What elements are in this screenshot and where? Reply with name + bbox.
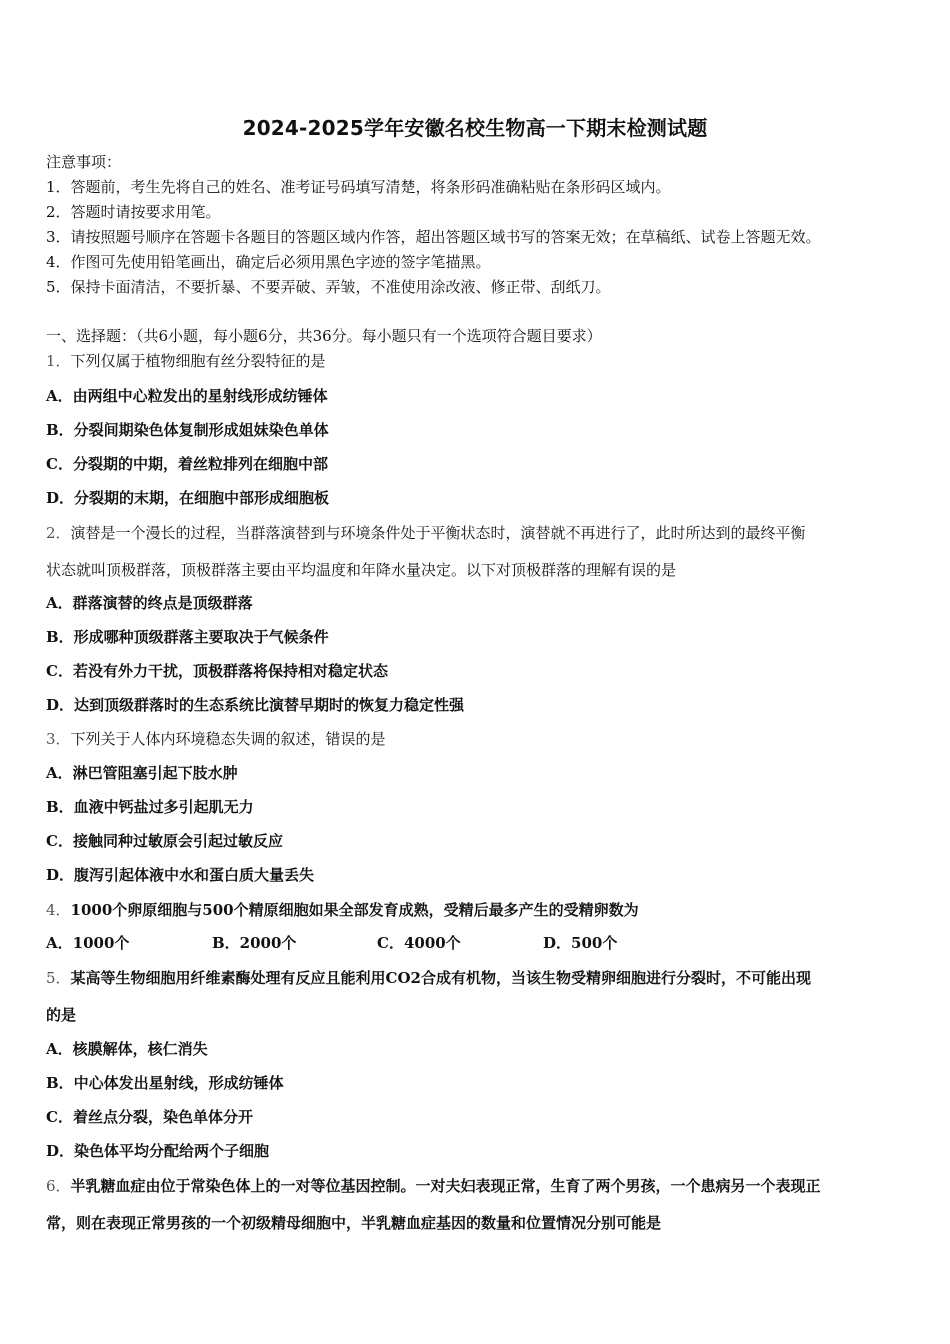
question-number: 1． (46, 352, 71, 370)
question-text: 下列关于人体内环境稳态失调的叙述，错误的是 (70, 730, 386, 748)
option: A．淋巴管阻塞引起下肢水肿 (46, 764, 238, 782)
option: C．若没有外力干扰，顶极群落将保持相对稳定状态 (46, 662, 388, 680)
question-4-stem (46, 900, 639, 920)
option: A．由两组中心粒发出的星射线形成纺锤体 (46, 387, 328, 405)
notice-heading: 注意事项： (46, 153, 122, 171)
option: D．分裂期的末期，在细胞中部形成细胞板 (46, 489, 330, 507)
question-text: 1000个卵原细胞与500个精原细胞如果全部发育成熟，受精后最多产生的受精卵数为 (70, 901, 639, 919)
option: D．达到顶级群落时的生态系统比演替早期时的恢复力稳定性强 (46, 696, 465, 714)
notice-item: 2．答题时请按要求用笔。 (46, 203, 221, 221)
notice-item: 4．作图可先使用铅笔画出，确定后必须用黑色字迹的签字笔描黑。 (46, 253, 491, 271)
question-text-continued: 状态就叫顶极群落，顶极群落主要由平均温度和年降水量决定。以下对顶极群落的理解有误的是 (46, 561, 677, 579)
option: B．形成哪种顶级群落主要取决于气候条件 (46, 628, 329, 646)
question-number: 6． (46, 1177, 71, 1195)
question-text: 演替是一个漫长的过程，当群落演替到与环境条件处于平衡状态时，演替就不再进行了，此时所达到的最终平衡 (70, 524, 806, 542)
notice-item: 3．请按照题号顺序在答题卡各题目的答题区域内作答，超出答题区域书写的答案无效；在草稿纸、试卷上答题无效。 (46, 228, 821, 246)
option: B．血液中钙盐过多引起肌无力 (46, 798, 254, 816)
section-heading: 一、选择题：（共6小题，每小题6分，共36分。每小题只有一个选项符合题目要求） (46, 327, 602, 345)
question-text: 下列仅属于植物细胞有丝分裂特征的是 (70, 352, 326, 370)
notice-item: 1．答题前，考生先将自己的姓名、准考证号码填写清楚，将条形码准确粘贴在条形码区域内。 (46, 178, 671, 196)
question-5-stem (46, 968, 811, 988)
option: A．核膜解体，核仁消失 (46, 1040, 208, 1058)
option: C．着丝点分裂，染色单体分开 (46, 1108, 253, 1126)
option: C．接触同种过敏原会引起过敏反应 (46, 832, 283, 850)
option: B．中心体发出星射线，形成纺锤体 (46, 1074, 284, 1092)
option: D．500个 (543, 934, 618, 952)
question-1-stem (46, 351, 326, 371)
option: D．染色体平均分配给两个子细胞 (46, 1142, 270, 1160)
page-title: 2024-2025学年安徽名校生物高一下期末检测试题 (242, 116, 708, 140)
question-number: 2． (46, 524, 71, 542)
option: C．分裂期的中期，着丝粒排列在细胞中部 (46, 455, 328, 473)
question-2-stem (46, 523, 806, 543)
question-text-continued: 的是 (46, 1006, 77, 1024)
option: A．1000个 (46, 934, 130, 952)
option: B．分裂间期染色体复制形成姐妹染色单体 (46, 421, 329, 439)
question-number: 4． (46, 901, 71, 919)
option: C．4000个 (377, 934, 461, 952)
option: A．群落演替的终点是顶级群落 (46, 594, 253, 612)
question-6-stem (46, 1176, 821, 1196)
question-number: 5． (46, 969, 71, 987)
question-text: 某高等生物细胞用纤维素酶处理有反应且能利用CO2合成有机物，当该生物受精卵细胞进行分裂时，不可能出现 (70, 969, 811, 987)
question-3-stem (46, 729, 386, 749)
question-number: 3． (46, 730, 71, 748)
option: B．2000个 (212, 934, 297, 952)
option: D．腹泻引起体液中水和蛋白质大量丢失 (46, 866, 315, 884)
question-text: 半乳糖血症由位于常染色体上的一对等位基因控制。一对夫妇表现正常，生育了两个男孩，一个患病另一个表现正 (70, 1177, 821, 1195)
notice-item: 5．保持卡面清洁，不要折暴、不要弄破、弄皱，不准使用涂改液、修正带、刮纸刀。 (46, 278, 611, 296)
question-text-continued: 常，则在表现正常男孩的一个初级精母细胞中，半乳糖血症基因的数量和位置情况分别可能是 (46, 1214, 662, 1232)
